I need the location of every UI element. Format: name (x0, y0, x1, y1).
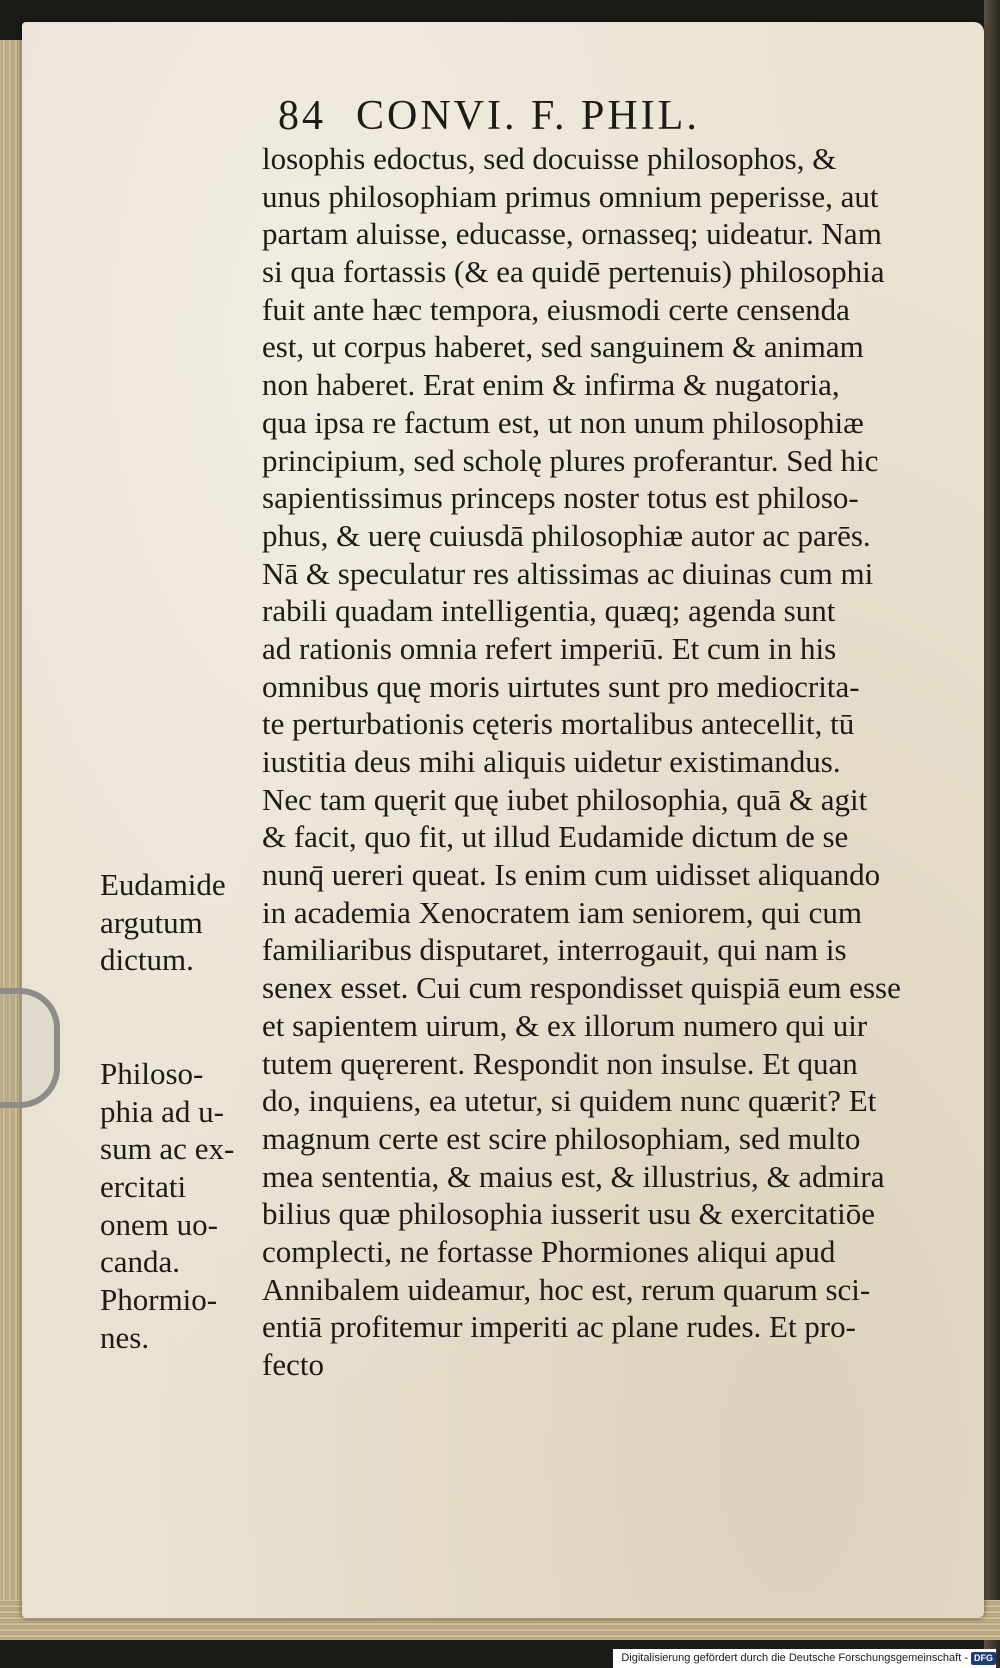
text-line: ad rationis omnia refert imperiū. Et cum in his (262, 630, 837, 666)
margin-note-line: canda. (100, 1244, 181, 1280)
text-line: losophis edoctus, sed docuisse philosophos, & (262, 141, 837, 176)
text-line: familiaribus disputaret, interrogauit, qui nam is (262, 932, 847, 968)
page-number: 84 (278, 93, 326, 139)
margin-note-line: Philoso- (100, 1056, 204, 1091)
text-line: fecto (262, 1347, 324, 1382)
text-line: phus, & uerę cuiusdā philosophiæ autor ac parēs. (262, 517, 871, 553)
text-line: iustitia deus mihi aliquis uidetur existimandus. (262, 744, 841, 779)
text-line: in academia Xenocratem iam seniorem, qui cum (262, 894, 862, 930)
text-line: fuit ante hæc tempora, eiusmodi certe censenda (262, 291, 850, 327)
credit-text: Digitalisierung gefördert durch die Deutsche Forschungsgemeinschaft - (621, 1652, 968, 1664)
text-line: entiā profitemur imperiti ac plane rudes. Et pro- (262, 1309, 856, 1345)
margin-note-eudamide (100, 866, 260, 979)
margin-note-line: sum ac ex- (100, 1131, 235, 1167)
text-line: sapientissimus princeps noster totus est philoso- (262, 480, 859, 516)
text-line: senex esset. Cui cum respondisset quispiā eum esse (262, 970, 901, 1006)
text-line: tutem quęrerent. Respondit non insulse. Et quan (262, 1045, 858, 1081)
text-line: omnibus quę moris uirtutes sunt pro mediocrita- (262, 668, 860, 704)
page-shadow-right (984, 0, 1000, 1668)
text-line: mea sententia, & maius est, & illustrius, & admira (262, 1158, 885, 1194)
margin-note-line: nes. (100, 1319, 150, 1355)
margin-note-line: dictum. (100, 942, 194, 978)
text-line: et sapientem uirum, & ex illorum numero qui uir (262, 1007, 868, 1043)
text-line: nunq̄ uereri queat. Is enim cum uidisset aliquando (262, 857, 881, 893)
text-line: non haberet. Erat enim & infirma & nugatoria, (262, 367, 840, 403)
text-line: bilius quæ philosophia iusserit usu & exercitatiōe (262, 1196, 876, 1232)
text-line: unus philosophiam primus omnium peperisse, aut (262, 178, 879, 214)
text-line: magnum certe est scire philosophiam, sed multo (262, 1120, 861, 1156)
text-line: Nā & speculatur res altissimas ac diuinas cum mi (262, 555, 874, 591)
margin-note-line: onem uo- (100, 1206, 218, 1242)
text-line: est, ut corpus haberet, sed sanguinem & animam (262, 329, 864, 365)
book-clasp-icon (0, 988, 60, 1108)
text-line: qua ipsa re factum est, ut non unum philosophiæ (262, 404, 864, 440)
text-line: & facit, quo fit, ut illud Eudamide dictum de se (262, 819, 849, 855)
margin-note-line: Eudamide (100, 867, 226, 902)
dfg-logo-icon: DFG (971, 1652, 996, 1665)
text-line: si qua fortassis (& ea quidē pertenuis) philosophia (262, 254, 885, 290)
main-text-block (262, 140, 967, 1384)
text-line: principium, sed scholę plures proferantur. Sed hic (262, 442, 879, 478)
text-line: Annibalem uideamur, hoc est, rerum quarum sci- (262, 1271, 871, 1307)
margin-note-line: argutum (100, 904, 203, 940)
text-line: partam aluisse, educasse, ornasseq; uideatur. Nam (262, 216, 882, 252)
text-line: te perturbationis cęteris mortalibus antecellit, tū (262, 706, 855, 742)
text-line: complecti, ne fortasse Phormiones aliqui apud (262, 1233, 836, 1269)
text-line: Nec tam quęrit quę iubet philosophia, quā & agit (262, 781, 868, 817)
margin-note-line: Phormio- (100, 1282, 218, 1317)
running-head (278, 92, 838, 146)
margin-note-philosophia (100, 1055, 260, 1281)
text-line: rabili quadam intelligentia, quæq; agenda sunt (262, 593, 836, 629)
margin-note-phormiones (100, 1281, 260, 1356)
digitization-credit (613, 1649, 996, 1668)
margin-note-line: phia ad u- (100, 1093, 224, 1129)
text-line: do, inquiens, ea utetur, si quidem nunc quærit? Et (262, 1083, 877, 1119)
margin-note-line: ercitati (100, 1169, 187, 1205)
running-head-title: CONVI. F. PHIL. (356, 93, 700, 139)
